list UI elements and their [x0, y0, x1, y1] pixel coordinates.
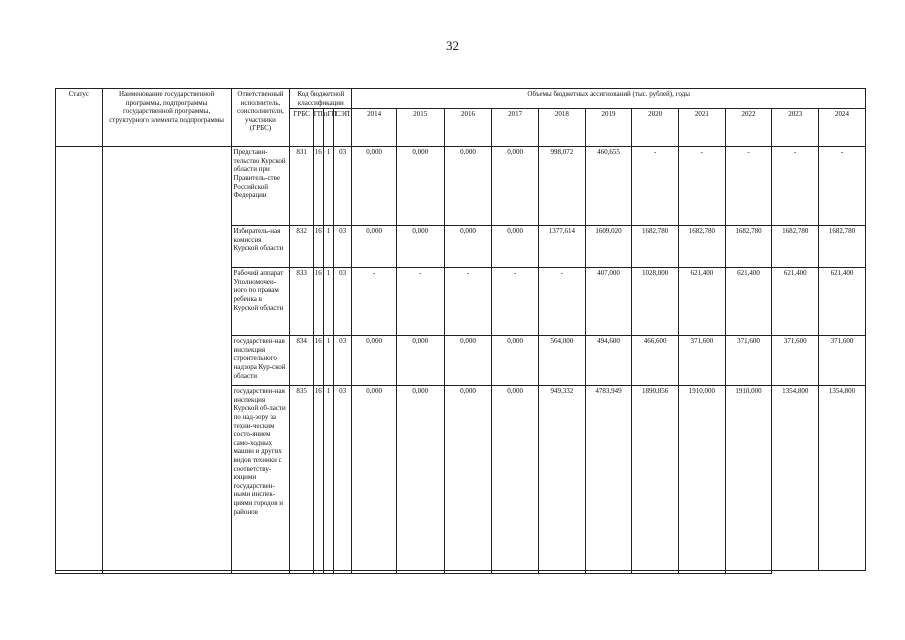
value-cell: 0,000 [352, 386, 397, 571]
value-cell: 0,000 [352, 147, 397, 226]
value-cell: 949,332 [539, 386, 586, 571]
empty-cell [539, 571, 586, 574]
header-year: 2015 [396, 109, 444, 147]
header-year: 2017 [492, 109, 539, 147]
empty-cell [323, 571, 333, 574]
value-cell: 0,000 [492, 336, 539, 386]
header-code-group: Код бюджетной классификации [290, 89, 352, 109]
value-cell: 0,000 [444, 147, 492, 226]
value-cell: 494,600 [585, 336, 632, 386]
header-status: Статус [56, 89, 103, 147]
empty-cell [102, 571, 231, 574]
value-cell: 1682,780 [632, 226, 679, 268]
value-cell: 1682,780 [772, 226, 819, 268]
executor-cell: Рабочий аппарат Уполномочен-ного по правам ребенка в Курской области [231, 268, 290, 336]
value-cell: 0,000 [352, 336, 397, 386]
empty-cell [492, 571, 539, 574]
header-code-col: ГРБС [290, 109, 313, 147]
empty-cell [334, 571, 352, 574]
empty-cell [679, 571, 726, 574]
header-volumes-group: Объемы бюджетных ассигнований (тыс. рублей), годы [352, 89, 866, 109]
value-cell: 621,400 [679, 268, 726, 336]
executor-cell: Избиратель-ная комиссия Курской области [231, 226, 290, 268]
code-cell: 03 [334, 147, 352, 226]
value-cell: 0,000 [396, 147, 444, 226]
header-year: 2021 [679, 109, 726, 147]
value-cell: 1354,800 [772, 386, 819, 571]
value-cell: 1028,000 [632, 268, 679, 336]
executor-cell: государствен-ная инспекция Курской об-ласти по над-зору за техни-ческим состо-янием само-ходных машин и других видов техники с соответству-ющими государствен-ными инспек-циями городов и районов [231, 386, 290, 571]
value-cell: 998,072 [539, 147, 586, 226]
value-cell: 371,600 [679, 336, 726, 386]
header-year: 2024 [819, 109, 866, 147]
header-year: 2014 [352, 109, 397, 147]
value-cell: 0,000 [396, 386, 444, 571]
value-cell: - [396, 268, 444, 336]
code-cell: 03 [334, 268, 352, 336]
value-cell: - [352, 268, 397, 336]
value-cell: 1682,780 [725, 226, 772, 268]
value-cell: 0,000 [444, 386, 492, 571]
value-cell: 621,400 [772, 268, 819, 336]
header-year: 2022 [725, 109, 772, 147]
empty-cell [352, 571, 397, 574]
value-cell: 4783,949 [585, 386, 632, 571]
name-cell [102, 147, 231, 571]
value-cell: - [632, 147, 679, 226]
code-cell: 1 [323, 147, 333, 226]
value-cell: 0,000 [396, 226, 444, 268]
code-cell: 16 [313, 226, 323, 268]
value-cell: 0,000 [352, 226, 397, 268]
value-cell: 621,400 [725, 268, 772, 336]
page-number: 32 [446, 38, 459, 53]
value-cell: - [725, 147, 772, 226]
value-cell: 1890,856 [632, 386, 679, 571]
empty-cell [231, 571, 290, 574]
header-code-col: СЭП [334, 109, 352, 147]
value-cell: 466,600 [632, 336, 679, 386]
empty-cell [56, 571, 103, 574]
code-cell: 16 [313, 147, 323, 226]
value-cell: 0,000 [396, 336, 444, 386]
code-cell: 03 [334, 336, 352, 386]
empty-cell [725, 571, 772, 574]
code-cell: 833 [290, 268, 313, 336]
budget-table [55, 88, 866, 574]
value-cell: 1682,780 [679, 226, 726, 268]
header-year: 2018 [539, 109, 586, 147]
header-year: 2020 [632, 109, 679, 147]
empty-cell [585, 571, 632, 574]
value-cell: 564,000 [539, 336, 586, 386]
code-cell: 831 [290, 147, 313, 226]
value-cell: - [819, 147, 866, 226]
header-year: 2023 [772, 109, 819, 147]
header-name: Наименование государственной программы, подпрограммы государственной программы, структурного элемента подпрограммы [102, 89, 231, 147]
value-cell: 621,400 [819, 268, 866, 336]
table-row [56, 147, 866, 226]
code-cell: 16 [313, 336, 323, 386]
empty-cell [396, 571, 444, 574]
value-cell: 371,600 [772, 336, 819, 386]
table-row [56, 571, 866, 574]
code-cell: 832 [290, 226, 313, 268]
value-cell: - [444, 268, 492, 336]
code-cell: 834 [290, 336, 313, 386]
value-cell: - [539, 268, 586, 336]
value-cell: 407,000 [585, 268, 632, 336]
value-cell: 1910,000 [725, 386, 772, 571]
code-cell: 835 [290, 386, 313, 571]
header-year: 2019 [585, 109, 632, 147]
value-cell: 1354,800 [819, 386, 866, 571]
status-cell [56, 147, 103, 571]
value-cell: 0,000 [492, 147, 539, 226]
header-code-col: ГП [313, 109, 323, 147]
code-cell: 03 [334, 386, 352, 571]
code-cell: 1 [323, 226, 333, 268]
value-cell: 0,000 [492, 386, 539, 571]
value-cell: 0,000 [492, 226, 539, 268]
code-cell: 16 [313, 268, 323, 336]
value-cell: - [772, 147, 819, 226]
empty-cell [632, 571, 679, 574]
header-year: 2016 [444, 109, 492, 147]
code-cell: 1 [323, 336, 333, 386]
value-cell: 460,655 [585, 147, 632, 226]
header-code-col: пГП [323, 109, 333, 147]
value-cell: 1377,614 [539, 226, 586, 268]
code-cell: 1 [323, 386, 333, 571]
code-cell: 16 [313, 386, 323, 571]
empty-cell [444, 571, 492, 574]
value-cell: - [679, 147, 726, 226]
header-executor: Ответственный исполнитель, соисполнители, участники (ГРБС) [231, 89, 290, 147]
value-cell: 1609,020 [585, 226, 632, 268]
value-cell: 1682,780 [819, 226, 866, 268]
value-cell: 371,600 [819, 336, 866, 386]
empty-cell [290, 571, 313, 574]
empty-cell [313, 571, 323, 574]
value-cell: 371,600 [725, 336, 772, 386]
code-cell: 1 [323, 268, 333, 336]
value-cell: 1910,000 [679, 386, 726, 571]
executor-cell: государствен-ная инспекция строительного надзора Кур-ской области [231, 336, 290, 386]
value-cell: - [492, 268, 539, 336]
code-cell: 03 [334, 226, 352, 268]
value-cell: 0,000 [444, 226, 492, 268]
executor-cell: Представи-тельство Курской области при Правитель-стве Российской Федерации [231, 147, 290, 226]
value-cell: 0,000 [444, 336, 492, 386]
